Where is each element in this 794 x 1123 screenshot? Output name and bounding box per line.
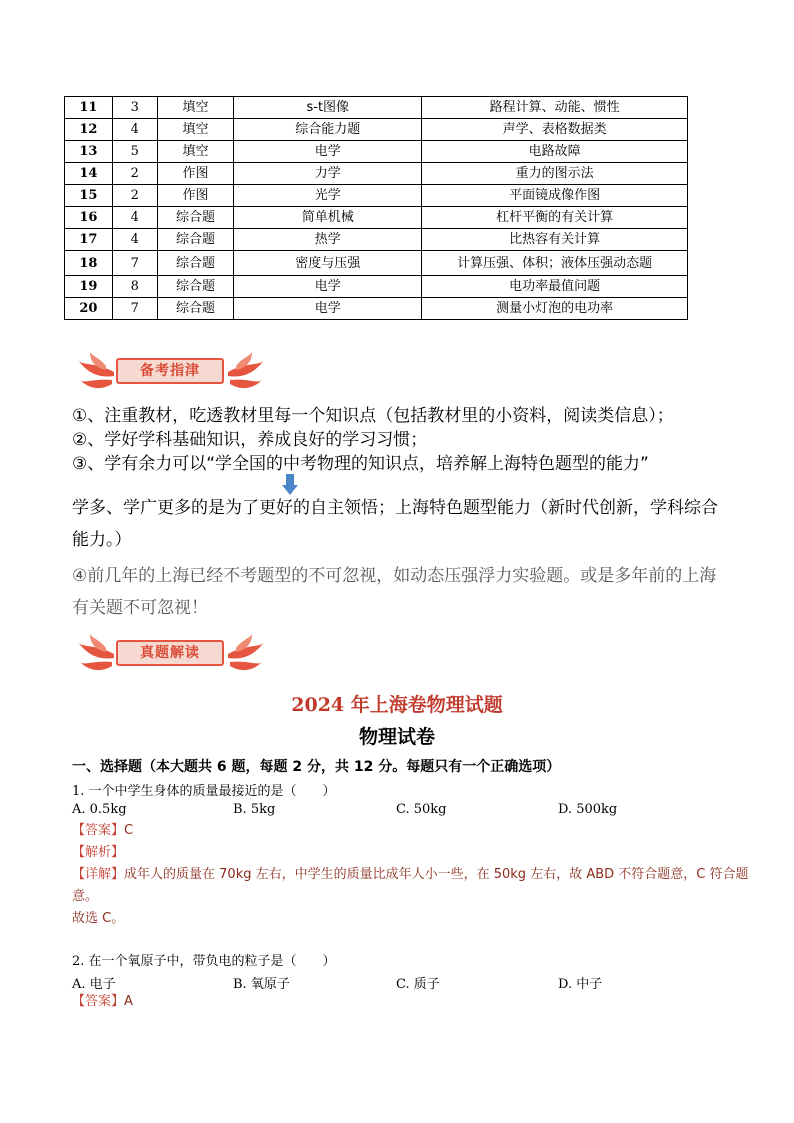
exam-point-cell: 路程计算、动能、惯性 — [422, 97, 688, 119]
exam-point-cell: 测量小灯泡的电功率 — [422, 298, 688, 320]
knowledge-cell: 光学 — [234, 185, 422, 207]
table-row — [65, 251, 688, 276]
table-row — [65, 185, 688, 207]
exam-point-cell: 杠杆平衡的有关计算 — [422, 207, 688, 229]
question-1-option-d: D. 500kg — [558, 802, 618, 817]
score-cell: 4 — [112, 207, 157, 229]
banner-plate — [116, 358, 224, 384]
exam-point-cell: 电路故障 — [422, 141, 688, 163]
exam-point-cell: 重力的图示法 — [422, 163, 688, 185]
question-type-cell: 综合题 — [157, 298, 234, 320]
exam-title: 2024 年上海卷物理试题 — [291, 694, 503, 716]
table-row — [65, 97, 688, 119]
table-row — [65, 298, 688, 320]
exam-point-cell: 声学、表格数据类 — [422, 119, 688, 141]
exam-point-cell: 比热容有关计算 — [422, 229, 688, 251]
detail-tag: 【详解】 — [72, 867, 125, 882]
question-1-analysis-tag: 【解析】 — [72, 845, 125, 860]
answer-tag: 【答案】 — [72, 823, 125, 838]
question-type-cell: 综合题 — [157, 251, 234, 276]
question-number-cell: 19 — [65, 276, 113, 298]
knowledge-cell: 综合能力题 — [234, 119, 422, 141]
knowledge-cell: s-t图像 — [234, 97, 422, 119]
paragraph-self-learning: 学多、学广更多的是为了更好的自主领悟；上海特色题型能力（新时代创新，学科综合能力。） — [72, 498, 718, 550]
knowledge-cell: 电学 — [234, 298, 422, 320]
question-type-cell: 作图 — [157, 185, 234, 207]
table-row — [65, 163, 688, 185]
banner-plate — [116, 640, 224, 666]
question-number-cell: 14 — [65, 163, 113, 185]
paragraph-past-exams: ④前几年的上海已经不考题型的不可忽视，如动态压强浮力实验题。或是多年前的上海有关题不可忽视！ — [72, 566, 717, 618]
section-heading-choice: 一、选择题（本大题共 6 题，每题 2 分，共 12 分。每题只有一个正确选项） — [72, 759, 561, 775]
knowledge-cell: 电学 — [234, 276, 422, 298]
table-row — [65, 207, 688, 229]
score-cell: 3 — [112, 97, 157, 119]
answer-value: C — [124, 823, 134, 838]
question-2-option-d: D. 中子 — [558, 977, 603, 992]
knowledge-cell: 热学 — [234, 229, 422, 251]
question-type-cell: 作图 — [157, 163, 234, 185]
question-2-option-a: A. 电子 — [72, 977, 116, 992]
banner-title: 备考指津 — [140, 363, 200, 379]
question-type-cell: 填空 — [157, 97, 234, 119]
question-number-cell: 13 — [65, 141, 113, 163]
score-cell: 7 — [112, 298, 157, 320]
tip-2: ②、学好学科基础知识，养成良好的学习习惯； — [72, 430, 428, 450]
score-cell: 4 — [112, 119, 157, 141]
question-2-option-b: B. 氧原子 — [233, 977, 290, 992]
question-type-cell: 填空 — [157, 141, 234, 163]
section-banner-exam-review — [76, 634, 266, 674]
table-row — [65, 141, 688, 163]
question-number-cell: 15 — [65, 185, 113, 207]
exam-point-cell: 计算压强、体积；液体压强动态题 — [422, 251, 688, 276]
question-1-answer — [72, 820, 752, 842]
exam-point-cell: 平面镜成像作图 — [422, 185, 688, 207]
question-type-cell: 综合题 — [157, 229, 234, 251]
section-banner-preparation — [76, 352, 266, 392]
table-row — [65, 119, 688, 141]
knowledge-cell: 密度与压强 — [234, 251, 422, 276]
question-distribution-table — [64, 96, 688, 320]
question-1-option-b: B. 5kg — [233, 802, 276, 817]
question-1-option-c: C. 50kg — [396, 802, 447, 817]
score-cell: 4 — [112, 229, 157, 251]
answer-value: A — [124, 994, 133, 1009]
question-2-option-c: C. 质子 — [396, 977, 440, 992]
question-1-stem: 1. 一个中学生身体的质量最接近的是（ ） — [72, 784, 336, 799]
tip-1: ①、注重教材，吃透教材里每一个知识点（包括教材里的小资料，阅读类信息）； — [72, 406, 674, 426]
question-1-conclusion: 故选 C。 — [72, 911, 125, 926]
question-type-cell: 填空 — [157, 119, 234, 141]
question-number-cell: 11 — [65, 97, 113, 119]
question-number-cell: 18 — [65, 251, 113, 276]
answer-tag: 【答案】 — [72, 994, 125, 1009]
knowledge-cell: 电学 — [234, 141, 422, 163]
exam-point-cell: 电功率最值问题 — [422, 276, 688, 298]
score-cell: 2 — [112, 163, 157, 185]
question-number-cell: 16 — [65, 207, 113, 229]
question-number-cell: 17 — [65, 229, 113, 251]
question-type-cell: 综合题 — [157, 276, 234, 298]
knowledge-cell: 简单机械 — [234, 207, 422, 229]
banner-title: 真题解读 — [140, 645, 200, 661]
tip-3: ③、学有余力可以“学全国的中考物理的知识点，培养解上海特色题型的能力” — [72, 454, 649, 474]
table-row — [65, 276, 688, 298]
knowledge-cell: 力学 — [234, 163, 422, 185]
question-number-cell: 20 — [65, 298, 113, 320]
score-cell: 8 — [112, 276, 157, 298]
score-cell: 7 — [112, 251, 157, 276]
score-cell: 5 — [112, 141, 157, 163]
table-row — [65, 229, 688, 251]
question-2-stem: 2. 在一个氧原子中，带负电的粒子是（ ） — [72, 954, 336, 969]
score-cell: 2 — [112, 185, 157, 207]
paper-title: 物理试卷 — [358, 726, 435, 748]
question-number-cell: 12 — [65, 119, 113, 141]
question-2-answer — [72, 991, 752, 1013]
detail-text: 成年人的质量在 70kg 左右，中学生的质量比成年人小一些，在 50kg 左右，故 ABD 不符合题意，C 符合题意。 — [72, 867, 749, 904]
question-1-detail — [72, 864, 752, 908]
question-type-cell: 综合题 — [157, 207, 234, 229]
question-1-option-a: A. 0.5kg — [72, 802, 127, 817]
